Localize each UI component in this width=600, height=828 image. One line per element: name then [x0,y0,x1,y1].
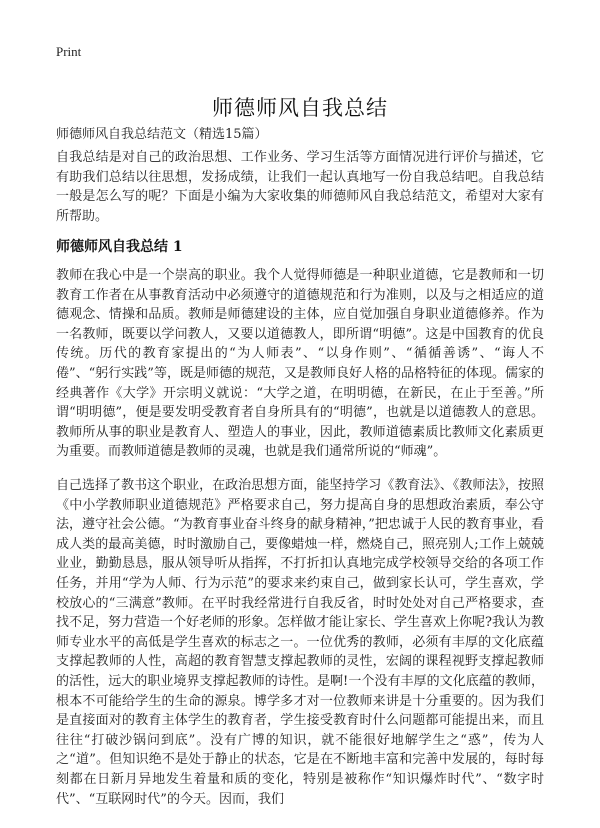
section-heading: 师德师风自我总结 1 [56,239,183,255]
page-title: 师德师风自我总结 [212,96,388,121]
print-link[interactable]: Print [56,44,82,59]
body-paragraph-1: 教师在我心中是一个崇高的职业。我个人觉得师德是一种职业道德，它是教师和一切教育工作者在从事教育活动中必须遵守的道德规范和行为准则，以及与之相适应的道德观念、情操和品质。教师是师德建设的主体，应自觉加强自身职业道德修养。作为一名教师，既要以学问教人，又要以道德教人，即所谓“明德”。这是中国教育的优良传统。历代的教育家提出的“为人师表”、“以身作则”、“循循善诱”、“诲人不倦”、“躬行实践”等，既是师德的规范，又是教师良好人格的品格特征的体现。儒家的经典著作《大学》开宗明义就说：“大学之道，在明明德，在新民，在止于至善。”所谓“明明德”，便是要发明受教育者自身所具有的“明德”，也就是以道德教人的意思。教师所从事的职业是教育人、塑造人的事业，因此，教师道德素质比教师文化素质更为重要。而教师道德是教师的灵魂，也就是我们通常所说的“师魂”。 [56,268,544,460]
intro-paragraph: 自我总结是对自己的政治思想、工作业务、学习生活等方面情况进行评价与描述，它有助我们总结以往思想，发扬成绩，让我们一起认真地写一份自我总结吧。自我总结一般是怎么写的呢？下面是小编为大家收集的师德师风自我总结范文，希望对大家有所帮助。 [56,150,544,224]
body-paragraph-2: 自己选择了教书这个职业，在政治思想方面，能坚持学习《教育法》、《教师法》，按照《中小学教师职业道德规范》严格要求自己，努力提高自身的思想政治素质，奉公守法，遵守社会公德。“为教育事业奋斗终身的献身精神，”把忠诚于人民的教育事业，看成人类的最高美德，时时激励自己，要像蜡烛一样，燃烧自己，照亮别人;工作上兢兢业业，勤勤恳恳，服从领导听从指挥，不打折扣认真地完成学校领导交给的各项工作任务，并用“学为人师、行为示范”的要求来约束自己，做到家长认可，学生喜欢，学校放心的“三满意”教师。在平时我经常进行自我反省，时时处处对自己严格要求，查找不足，努力营造一个好老师的形象。怎样做才能让家长、学生喜欢上你呢?我认为教师专业水平的高低是学生喜欢的标志之一。一位优秀的教师，必须有丰厚的文化底蕴支撑起教师的人性，高超的教育智慧支撑起教师的灵性，宏阔的课程视野支撑起教师的活性，远大的职业境界支撑起教师的诗性。是啊!一个没有丰厚的文化底蕴的教师，根本不可能给学生的生命的源泉。博学多才对一位教师来讲是十分重要的。因为我们是直接面对的教育主体学生的教育者，学生接受教育时什么问题都可能提出来，而且往往“打破沙锅问到底”。没有广博的知识，就不能很好地解学生之“惑”，传为人之“道”。但知识绝不是处于静止的状态，它是在不断地丰富和完善中发展的，每时每刻都在日新月异地发生着量和质的变化，特别是被称作“知识爆炸时代”、“数字时代”、“互联网时代”的今天。因而，我们 [56,478,544,807]
document-subtitle: 师德师风自我总结范文（精选15篇） [56,127,268,142]
